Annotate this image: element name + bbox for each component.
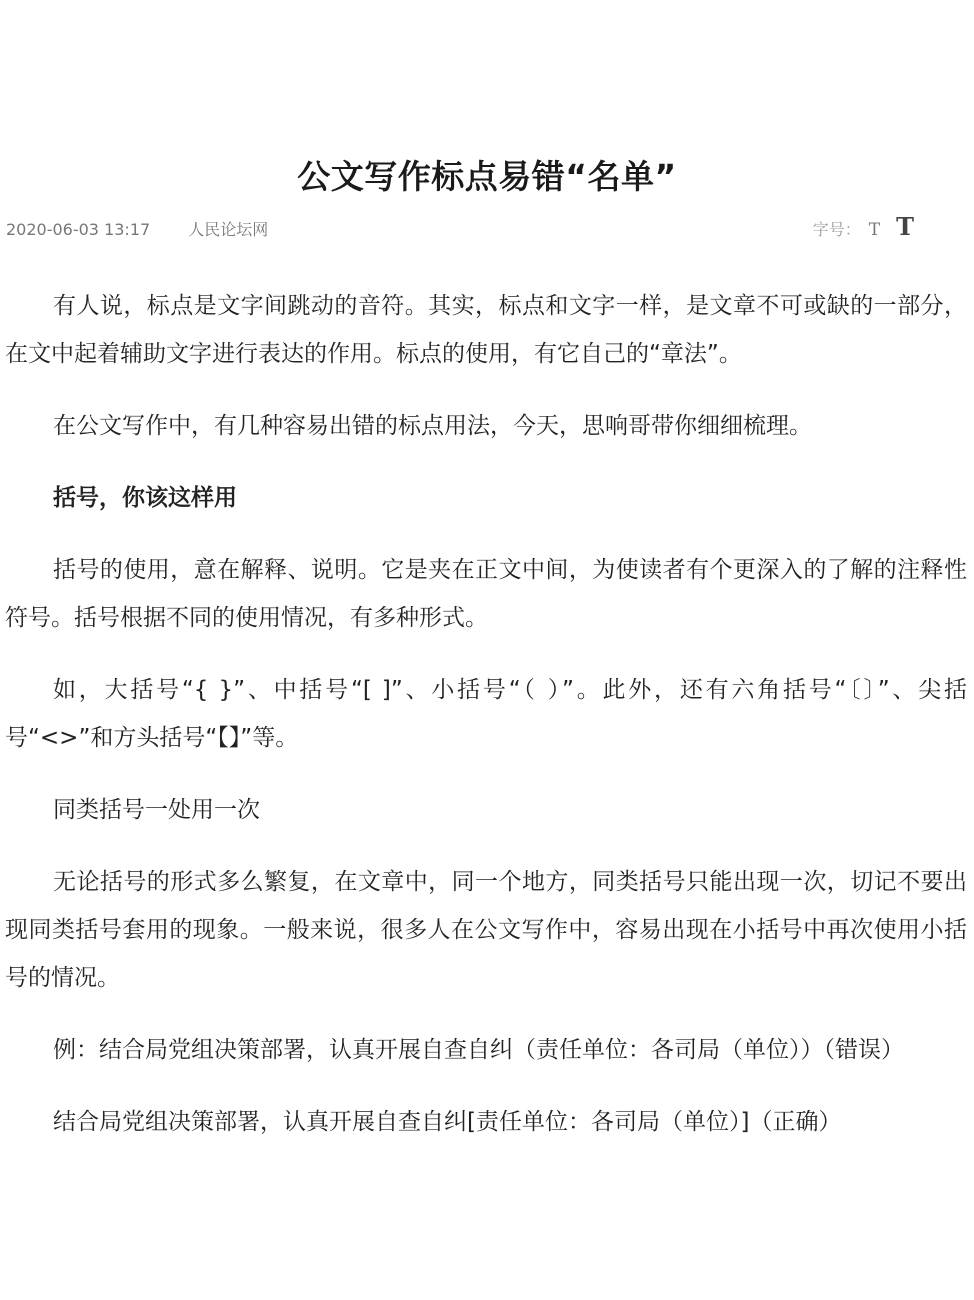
font-size-label: 字号： (812, 220, 861, 239)
source-name: 人民论坛网 (188, 220, 269, 239)
paragraph: 括号的使用，意在解释、说明。它是夹在正文中间，为使读者有个更深入的了解的注释性符号。括号根据不同的使用情况，有多种形式。 (5, 557, 967, 631)
subheading: 同类括号一处用一次 (53, 797, 260, 823)
article-meta (6, 218, 268, 242)
section-heading: 括号，你该这样用 (53, 485, 237, 511)
font-increase-button[interactable]: T (896, 212, 914, 241)
font-size-control (813, 212, 914, 242)
paragraph: 在公文写作中，有几种容易出错的标点用法，今天，思响哥带你细细梳理。 (53, 413, 812, 439)
paragraph: 无论括号的形式多么繁复，在文章中，同一个地方，同类括号只能出现一次，切记不要出现同类括号套用的现象。一般来说，很多人在公文写作中，容易出现在小括号中再次使用小括号的情况。 (5, 869, 967, 991)
paragraph: 如，大括号“{ }”、中括号“[ ]”、小括号“（ ）”。此外，还有六角括号“〔〕”、尖括号“<>”和方头括号“【】”等。 (5, 677, 967, 751)
article-body (5, 282, 967, 1170)
publish-date: 2020-06-03 13:17 (6, 220, 151, 239)
example-wrong: 例：结合局党组决策部署，认真开展自查自纠（责任单位：各司局（单位））（错误） (53, 1037, 904, 1063)
font-decrease-button[interactable]: T (868, 220, 881, 240)
article-title: 公文写作标点易错“名单” (297, 157, 677, 197)
paragraph: 有人说，标点是文字间跳动的音符。其实，标点和文字一样，是文章不可或缺的一部分，在文中起着辅助文字进行表达的作用。标点的使用，有它自己的“章法”。 (5, 293, 967, 367)
example-correct: 结合局党组决策部署，认真开展自查自纠[责任单位：各司局（单位）]（正确） (53, 1109, 842, 1135)
